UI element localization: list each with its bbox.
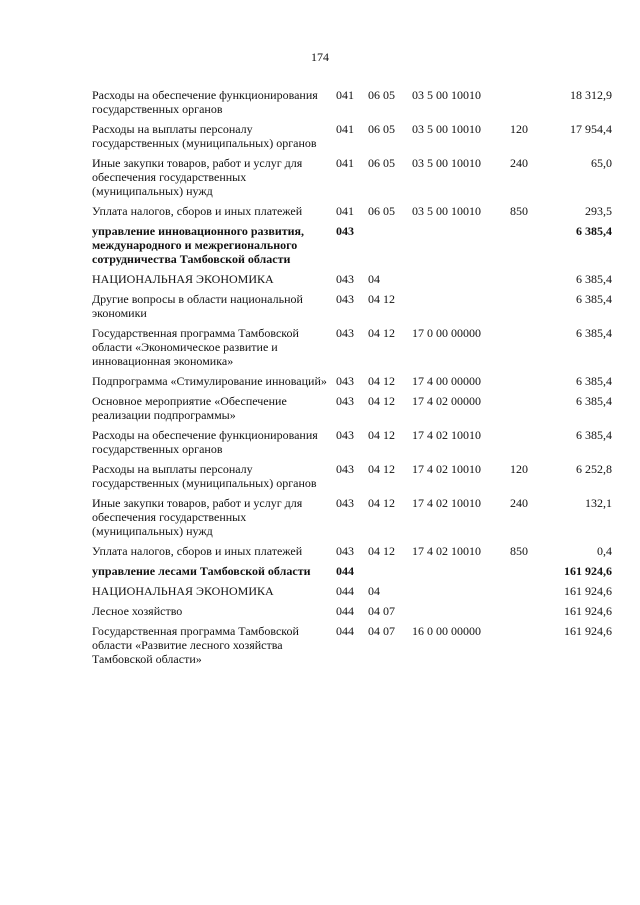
row-department-code: 041 (336, 122, 354, 136)
row-name: Лесное хозяйство (92, 604, 183, 618)
row-name: Государственная программа Тамбовской области «Развитие лесного хозяйства Тамбовской области» (92, 624, 299, 666)
row-expense-type: 240 (510, 156, 528, 170)
row-section-code: 06 05 (368, 122, 395, 136)
row-amount: 6 385,4 (576, 374, 612, 388)
row-amount: 6 385,4 (576, 272, 612, 286)
table-row (92, 292, 612, 326)
row-section-code: 04 12 (368, 292, 395, 306)
row-expense-type: 850 (510, 204, 528, 218)
row-expense-type (510, 326, 542, 374)
row-target-article (412, 604, 510, 624)
row-target-article: 17 4 02 10010 (412, 496, 481, 510)
row-department-code: 043 (336, 292, 354, 306)
row-section-code: 04 (368, 584, 380, 598)
row-department-code: 041 (336, 204, 354, 218)
row-name: Расходы на выплаты персоналу государственных (муниципальных) органов (92, 462, 317, 490)
row-section-code: 06 05 (368, 88, 395, 102)
row-name: управление инновационного развития, международного и межрегионального сотрудничества Тамбовской области (92, 224, 305, 266)
row-target-article: 16 0 00 00000 (412, 624, 481, 638)
row-amount: 18 312,9 (570, 88, 612, 102)
row-amount: 6 385,4 (576, 326, 612, 340)
row-name: Расходы на выплаты персоналу государственных (муниципальных) органов (92, 122, 317, 150)
table-row (92, 564, 612, 584)
row-section-code: 04 12 (368, 462, 395, 476)
row-department-code: 044 (336, 624, 354, 638)
row-expense-type (510, 394, 542, 428)
table-row (92, 374, 612, 394)
row-expense-type (510, 88, 542, 122)
row-target-article: 17 4 02 10010 (412, 462, 481, 476)
row-target-article (412, 564, 510, 584)
row-expense-type (510, 374, 542, 394)
row-section-code: 04 12 (368, 326, 395, 340)
row-target-article: 17 4 02 10010 (412, 544, 481, 558)
row-section-code: 04 12 (368, 394, 395, 408)
row-section-code: 04 (368, 272, 380, 286)
row-name: Расходы на обеспечение функционирования государственных органов (92, 428, 318, 456)
row-section-code (368, 224, 412, 272)
row-expense-type: 120 (510, 122, 528, 136)
row-department-code: 043 (336, 496, 354, 510)
row-section-code: 04 12 (368, 374, 395, 388)
row-expense-type (510, 272, 542, 292)
table-row (92, 204, 612, 224)
row-name: Уплата налогов, сборов и иных платежей (92, 204, 303, 218)
budget-table-body (92, 88, 612, 672)
row-target-article: 03 5 00 10010 (412, 88, 481, 102)
row-target-article: 03 5 00 10010 (412, 122, 481, 136)
row-section-code: 04 07 (368, 604, 395, 618)
row-amount: 17 954,4 (570, 122, 612, 136)
row-expense-type (510, 584, 542, 604)
row-amount: 65,0 (591, 156, 612, 170)
page-number: 174 (311, 50, 329, 64)
row-target-article (412, 224, 510, 272)
row-expense-type: 240 (510, 496, 528, 510)
row-expense-type (510, 224, 542, 272)
row-amount: 6 385,4 (576, 394, 612, 408)
row-amount: 6 385,4 (576, 292, 612, 306)
row-amount: 293,5 (585, 204, 612, 218)
row-target-article: 17 4 00 00000 (412, 374, 481, 388)
row-name: Другие вопросы в области национальной экономики (92, 292, 303, 320)
row-department-code: 043 (336, 462, 354, 476)
row-expense-type (510, 624, 542, 672)
row-name: НАЦИОНАЛЬНАЯ ЭКОНОМИКА (92, 272, 274, 286)
row-expense-type (510, 292, 542, 326)
row-expense-type (510, 604, 542, 624)
row-name: Государственная программа Тамбовской области «Экономическое развитие и инновационная экономика» (92, 326, 299, 368)
table-row (92, 462, 612, 496)
row-amount: 0,4 (597, 544, 612, 558)
row-section-code: 04 07 (368, 624, 395, 638)
row-target-article (412, 584, 510, 604)
row-department-code: 044 (336, 584, 354, 598)
row-target-article: 17 4 02 10010 (412, 428, 481, 442)
row-section-code: 06 05 (368, 204, 395, 218)
row-department-code: 043 (336, 224, 354, 238)
table-row (92, 428, 612, 462)
row-amount: 132,1 (585, 496, 612, 510)
table-row (92, 544, 612, 564)
row-department-code: 041 (336, 156, 354, 170)
row-name: НАЦИОНАЛЬНАЯ ЭКОНОМИКА (92, 584, 274, 598)
row-name: Иные закупки товаров, работ и услуг для обеспечения государственных (муниципальных) нужд (92, 156, 303, 198)
table-row (92, 272, 612, 292)
row-department-code: 043 (336, 428, 354, 442)
row-expense-type (510, 428, 542, 462)
row-department-code: 044 (336, 564, 354, 578)
row-section-code: 04 12 (368, 544, 395, 558)
row-expense-type: 850 (510, 544, 528, 558)
row-department-code: 043 (336, 394, 354, 408)
row-section-code: 04 12 (368, 428, 395, 442)
row-amount: 161 924,6 (564, 564, 612, 578)
table-row (92, 88, 612, 122)
row-name: Иные закупки товаров, работ и услуг для обеспечения государственных (муниципальных) нужд (92, 496, 303, 538)
row-target-article (412, 292, 510, 326)
row-name: Подпрограмма «Стимулирование инноваций» (92, 374, 327, 388)
table-row (92, 156, 612, 204)
table-row (92, 604, 612, 624)
row-target-article: 17 0 00 00000 (412, 326, 481, 340)
row-section-code: 04 12 (368, 496, 395, 510)
row-section-code (368, 564, 412, 584)
row-expense-type: 120 (510, 462, 528, 476)
row-amount: 6 385,4 (576, 428, 612, 442)
row-amount: 6 252,8 (576, 462, 612, 476)
row-name: Основное мероприятие «Обеспечение реализации подпрограммы» (92, 394, 287, 422)
budget-table (92, 88, 612, 672)
row-section-code: 06 05 (368, 156, 395, 170)
row-department-code: 043 (336, 374, 354, 388)
row-amount: 6 385,4 (576, 224, 612, 238)
row-name: Уплата налогов, сборов и иных платежей (92, 544, 303, 558)
table-row (92, 326, 612, 374)
row-department-code: 043 (336, 544, 354, 558)
row-department-code: 044 (336, 604, 354, 618)
row-target-article (412, 272, 510, 292)
table-row (92, 122, 612, 156)
row-amount: 161 924,6 (564, 604, 612, 618)
row-target-article: 03 5 00 10010 (412, 204, 481, 218)
table-row (92, 624, 612, 672)
row-amount: 161 924,6 (564, 624, 612, 638)
row-expense-type (510, 564, 542, 584)
row-name: управление лесами Тамбовской области (92, 564, 311, 578)
row-department-code: 043 (336, 326, 354, 340)
row-target-article: 17 4 02 00000 (412, 394, 481, 408)
row-name: Расходы на обеспечение функционирования государственных органов (92, 88, 318, 116)
row-department-code: 043 (336, 272, 354, 286)
table-row (92, 394, 612, 428)
table-row (92, 496, 612, 544)
row-target-article: 03 5 00 10010 (412, 156, 481, 170)
table-row (92, 584, 612, 604)
row-department-code: 041 (336, 88, 354, 102)
row-amount: 161 924,6 (564, 584, 612, 598)
table-row (92, 224, 612, 272)
